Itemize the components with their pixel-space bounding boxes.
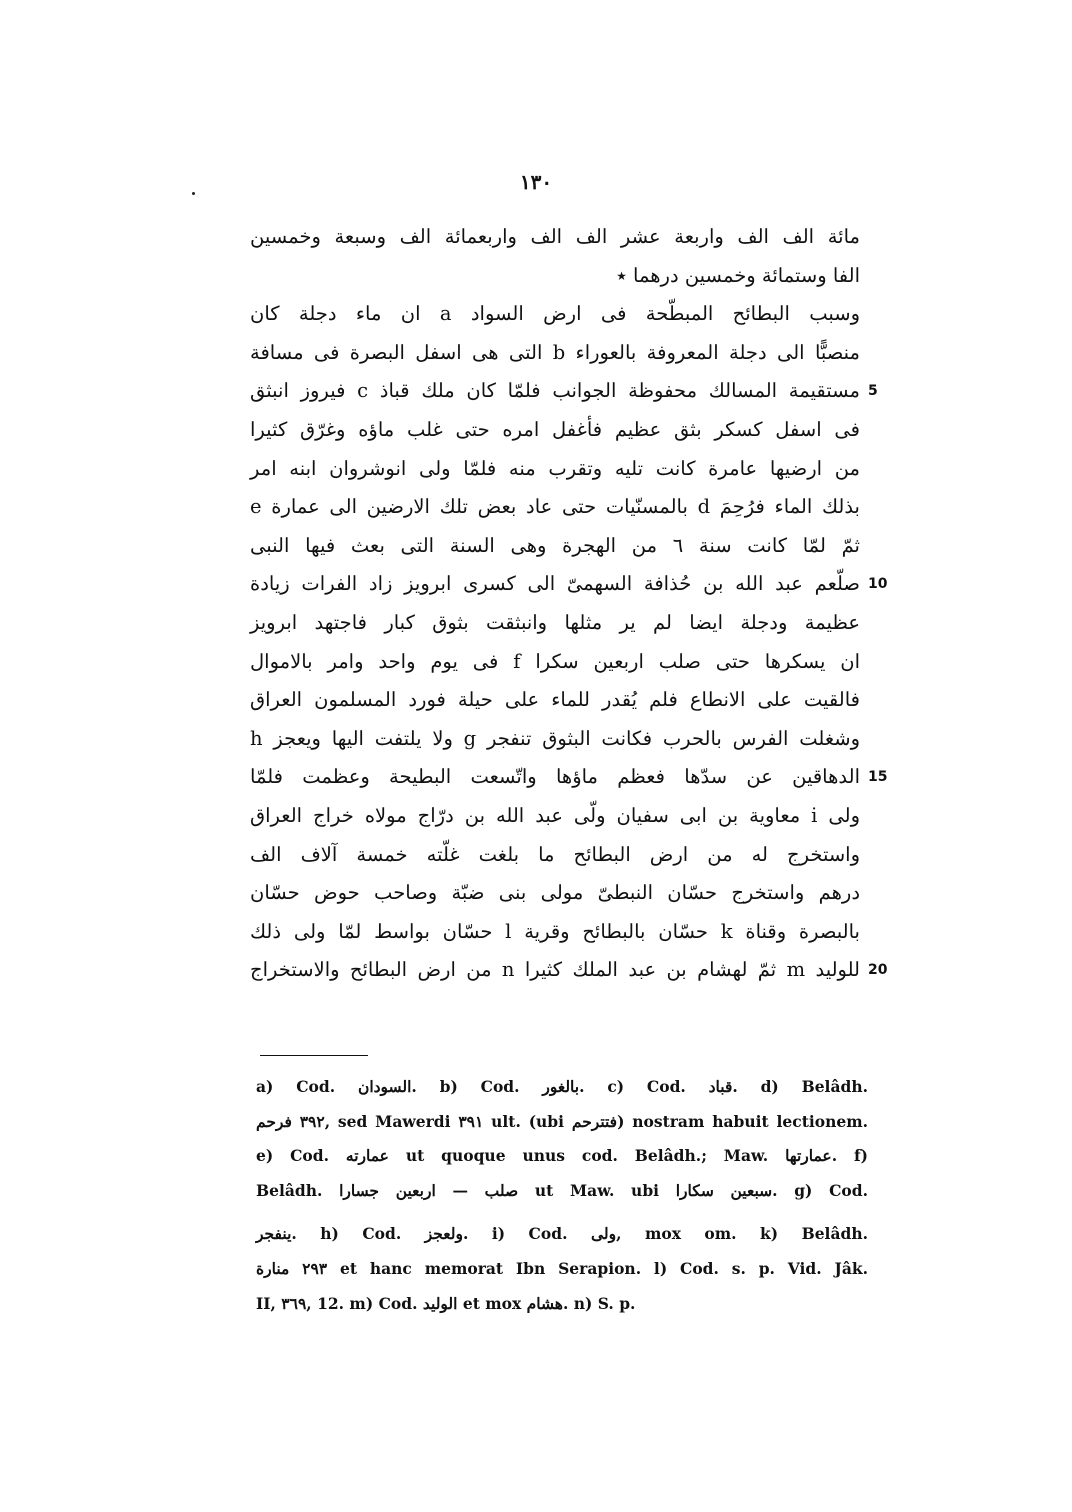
- text-line: [250, 643, 860, 682]
- line-number: 10: [868, 576, 888, 593]
- text-line: [250, 797, 860, 836]
- footnote-line: a) Cod. السودان. b) Cod. بالغور. c) Cod. قباد. d) Belâdh.: [256, 1077, 868, 1096]
- footnote-separator-rule: [260, 1055, 368, 1056]
- footnote-line: e) Cod. عمارته ut quoque unus cod. Belâdh.; Maw. عمارتها. f): [256, 1146, 868, 1165]
- text-line: [250, 681, 860, 720]
- line-text: بذلك الماء فرُحِمَ d بالمسنّيات حتى عاد بعض تلك الارضين الى عمارة e: [250, 495, 860, 519]
- text-line: [250, 411, 860, 450]
- line-text: صلّعم عبد الله بن حُذافة السهمىّ الى كسرى ابرويز زاد الفرات زيادة: [250, 572, 860, 596]
- ink-speck: [192, 192, 195, 195]
- text-line: [250, 836, 860, 875]
- text-line: [250, 758, 888, 797]
- text-line: [250, 913, 860, 952]
- text-line: [250, 372, 878, 411]
- main-text-body: [250, 218, 888, 990]
- line-text: فى اسفل كسكر بثق عظيم فأغفل امره حتى غلب ماؤه وغرّق كثيرا: [250, 417, 860, 441]
- line-text: مائة الف الف واربعة عشر الف الف واربعمائة الف وسبعة وخمسين: [250, 225, 860, 248]
- footnote-line: Belâdh. صلب — اربعين جسارا ut Maw. ubi سبعين سكارا. g) Cod.: [256, 1180, 868, 1200]
- text-line: [250, 488, 860, 527]
- text-line: [250, 720, 860, 759]
- line-text: ولى i معاوية بن ابى سفيان ولّى عبد الله بن درّاج مولاه خراج العراق: [250, 803, 860, 827]
- text-line: [250, 450, 860, 489]
- line-text: للوليد m ثمّ لهشام بن عبد الملك كثيرا n من ارض البطائح والاستخراج: [250, 958, 860, 982]
- line-text: مستقيمة المسالك محفوظة الجوانب فلمّا كان ملك قباذ c فيروز انبثق: [250, 379, 861, 403]
- text-line: [250, 951, 888, 990]
- line-text: بالبصرة وقناة k حسّان بالبطائح وقرية l حسّان بواسط لمّا ولى ذلك: [250, 919, 860, 943]
- line-number: 5: [868, 383, 878, 400]
- line-text: منصبًّا الى دجلة المعروفة بالعوراء b التى هى اسفل البصرة فى مسافة: [250, 340, 861, 364]
- line-text: واستخرج له من ارض البطائح ما بلغت غلّته خمسة آلاف الف: [250, 842, 860, 866]
- line-text: من ارضيها عامرة كانت تليه وتقرب منه فلمّا ولى انوشروان ابنه امر: [250, 456, 860, 480]
- line-text: الفا وستمائة وخمسين درهما ٭: [616, 263, 860, 287]
- line-text: فالقيت على الانطاع فلم يُقدر للماء على حيلة فورد المسلمون العراق: [250, 688, 860, 712]
- text-line: [250, 874, 860, 913]
- footnote-line: ينفجر. h) Cod. ولعجز. i) Cod. ولى, mox om. k) Belâdh.: [256, 1224, 868, 1243]
- text-line: [250, 527, 860, 566]
- text-line: [250, 218, 860, 257]
- text-line: [250, 295, 860, 334]
- line-text: ان يسكرها حتى صلب اربعين سكرا f فى يوم واحد وامر بالاموال: [250, 649, 860, 673]
- line-text: عظيمة ودجلة ايضا لم ير مثلها وانبثقت بثوق كبار فاجتهد ابرويز: [250, 610, 860, 634]
- footnote-line: ٢٩٣ منارة et hanc memorat Ibn Serapion. l) Cod. s. p. Vid. Jâk.: [256, 1259, 868, 1278]
- footnotes-apparatus: [256, 1070, 868, 1321]
- text-line: [250, 257, 860, 296]
- line-text: الدهاقين عن سدّها فعظم ماؤها واتّسعت البطيحة وعظمت فلمّا: [250, 765, 860, 789]
- text-line: [250, 604, 860, 643]
- footnote-line: ٣٩٢ فرحم, sed Mawerdi ٣٩١ ult. (ubi فتترحم) nostram habuit lectionem.: [256, 1111, 869, 1131]
- line-number: 15: [868, 769, 888, 786]
- page-number: ١٣٠: [519, 170, 553, 194]
- line-text: وسبب البطائح المبطّحة فى ارض السواد a ان ماء دجلة كان: [250, 302, 860, 326]
- text-line: [250, 334, 860, 373]
- line-number: 20: [868, 962, 888, 979]
- line-text: ثمّ لمّا كانت سنة ٦ من الهجرة وهى السنة التى بعث فيها النبى: [250, 533, 860, 557]
- footnote-line: II, ٣٦٩, 12. m) Cod. الوليد et mox هشام. n) S. p.: [256, 1293, 636, 1313]
- line-text: درهم واستخرج حسّان النبطىّ مولى بنى ضبّة وصاحب حوض حسّان: [250, 881, 860, 905]
- text-line: [250, 565, 888, 604]
- line-text: وشغلت الفرس بالحرب فكانت البثوق تنفجر g ولا يلتفت اليها ويعجز h: [250, 726, 860, 750]
